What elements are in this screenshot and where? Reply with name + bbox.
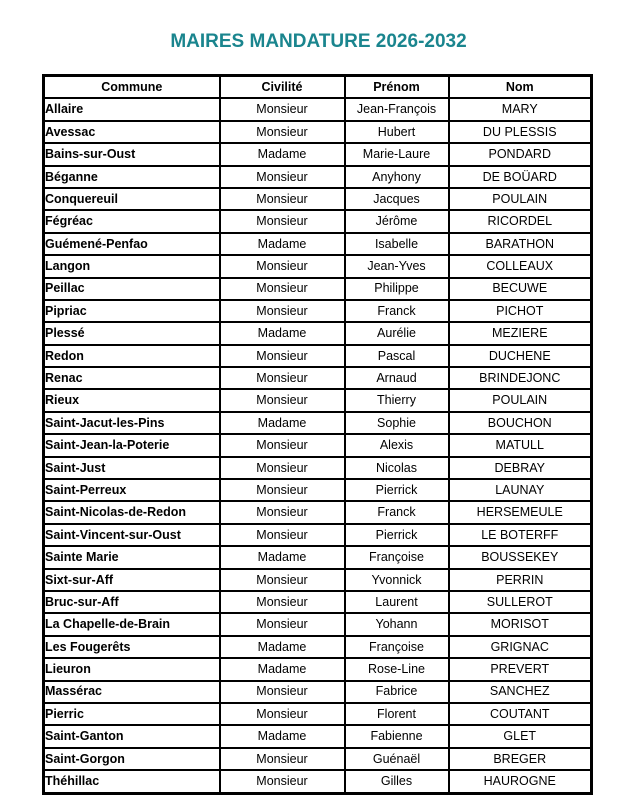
table-row: [44, 166, 592, 188]
nom-cell: DUCHENE: [449, 345, 592, 367]
commune-cell: Saint-Vincent-sur-Oust: [44, 524, 220, 546]
commune-cell: Sainte Marie: [44, 546, 220, 568]
civilite-cell: Monsieur: [220, 524, 345, 546]
table-row: [44, 546, 592, 568]
nom-cell: PERRIN: [449, 569, 592, 591]
civilite-cell: Monsieur: [220, 166, 345, 188]
table-row: [44, 524, 592, 546]
prenom-cell: Laurent: [345, 591, 449, 613]
table-row: [44, 300, 592, 322]
prenom-cell: Jacques: [345, 188, 449, 210]
civilite-cell: Madame: [220, 412, 345, 434]
civilite-cell: Monsieur: [220, 591, 345, 613]
header-nom: Nom: [449, 76, 592, 99]
table-row: [44, 188, 592, 210]
nom-cell: HERSEMEULE: [449, 501, 592, 523]
nom-cell: BECUWE: [449, 278, 592, 300]
civilite-cell: Madame: [220, 322, 345, 344]
nom-cell: BOUSSEKEY: [449, 546, 592, 568]
civilite-cell: Monsieur: [220, 345, 345, 367]
commune-cell: Peillac: [44, 278, 220, 300]
table-body: [44, 98, 592, 793]
table-row: [44, 367, 592, 389]
prenom-cell: Hubert: [345, 121, 449, 143]
civilite-cell: Monsieur: [220, 300, 345, 322]
commune-cell: Théhillac: [44, 770, 220, 793]
civilite-cell: Monsieur: [220, 479, 345, 501]
commune-cell: Redon: [44, 345, 220, 367]
table-row: [44, 412, 592, 434]
table-row: [44, 345, 592, 367]
prenom-cell: Rose-Line: [345, 658, 449, 680]
nom-cell: BREGER: [449, 748, 592, 770]
prenom-cell: Marie-Laure: [345, 143, 449, 165]
nom-cell: GLET: [449, 725, 592, 747]
prenom-cell: Gilles: [345, 770, 449, 793]
civilite-cell: Monsieur: [220, 188, 345, 210]
commune-cell: Béganne: [44, 166, 220, 188]
commune-cell: Guémené-Penfao: [44, 233, 220, 255]
nom-cell: BOUCHON: [449, 412, 592, 434]
commune-cell: Saint-Nicolas-de-Redon: [44, 501, 220, 523]
commune-cell: Saint-Gorgon: [44, 748, 220, 770]
table-row: [44, 501, 592, 523]
nom-cell: COLLEAUX: [449, 255, 592, 277]
nom-cell: BARATHON: [449, 233, 592, 255]
header-commune: Commune: [44, 76, 220, 99]
commune-cell: Pierric: [44, 703, 220, 725]
civilite-cell: Monsieur: [220, 121, 345, 143]
civilite-cell: Madame: [220, 143, 345, 165]
table-row: [44, 434, 592, 456]
prenom-cell: Florent: [345, 703, 449, 725]
commune-cell: Bruc-sur-Aff: [44, 591, 220, 613]
nom-cell: MATULL: [449, 434, 592, 456]
nom-cell: SULLEROT: [449, 591, 592, 613]
table-row: [44, 322, 592, 344]
commune-cell: Plessé: [44, 322, 220, 344]
table-row: [44, 389, 592, 411]
prenom-cell: Yvonnick: [345, 569, 449, 591]
prenom-cell: Franck: [345, 501, 449, 523]
nom-cell: SANCHEZ: [449, 681, 592, 703]
prenom-cell: Philippe: [345, 278, 449, 300]
page-title: MAIRES MANDATURE 2026-2032: [170, 31, 467, 52]
prenom-cell: Jérôme: [345, 210, 449, 232]
commune-cell: Les Fougerêts: [44, 636, 220, 658]
prenom-cell: Arnaud: [345, 367, 449, 389]
table-row: [44, 479, 592, 501]
nom-cell: PONDARD: [449, 143, 592, 165]
nom-cell: BRINDEJONC: [449, 367, 592, 389]
nom-cell: MEZIERE: [449, 322, 592, 344]
commune-cell: Fégréac: [44, 210, 220, 232]
prenom-cell: Yohann: [345, 613, 449, 635]
nom-cell: PREVERT: [449, 658, 592, 680]
nom-cell: DEBRAY: [449, 457, 592, 479]
nom-cell: DU PLESSIS: [449, 121, 592, 143]
prenom-cell: Aurélie: [345, 322, 449, 344]
table-row: [44, 681, 592, 703]
nom-cell: POULAIN: [449, 389, 592, 411]
table-row: [44, 569, 592, 591]
prenom-cell: Françoise: [345, 636, 449, 658]
header-row: [44, 76, 592, 99]
commune-cell: Massérac: [44, 681, 220, 703]
commune-cell: Langon: [44, 255, 220, 277]
nom-cell: POULAIN: [449, 188, 592, 210]
nom-cell: GRIGNAC: [449, 636, 592, 658]
table-row: [44, 233, 592, 255]
prenom-cell: Thierry: [345, 389, 449, 411]
nom-cell: HAUROGNE: [449, 770, 592, 793]
commune-cell: Saint-Jean-la-Poterie: [44, 434, 220, 456]
civilite-cell: Madame: [220, 725, 345, 747]
commune-cell: Pipriac: [44, 300, 220, 322]
prenom-cell: Alexis: [345, 434, 449, 456]
civilite-cell: Monsieur: [220, 457, 345, 479]
commune-cell: Allaire: [44, 98, 220, 120]
commune-cell: Saint-Just: [44, 457, 220, 479]
civilite-cell: Madame: [220, 546, 345, 568]
commune-cell: Renac: [44, 367, 220, 389]
table-row: [44, 770, 592, 793]
nom-cell: MORISOT: [449, 613, 592, 635]
prenom-cell: Fabienne: [345, 725, 449, 747]
table-row: [44, 703, 592, 725]
commune-cell: Sixt-sur-Aff: [44, 569, 220, 591]
prenom-cell: Pierrick: [345, 479, 449, 501]
prenom-cell: Françoise: [345, 546, 449, 568]
prenom-cell: Isabelle: [345, 233, 449, 255]
table-row: [44, 143, 592, 165]
civilite-cell: Monsieur: [220, 278, 345, 300]
nom-cell: MARY: [449, 98, 592, 120]
prenom-cell: Jean-Yves: [345, 255, 449, 277]
prenom-cell: Guénaël: [345, 748, 449, 770]
table-row: [44, 278, 592, 300]
table-row: [44, 210, 592, 232]
header-prenom: Prénom: [345, 76, 449, 99]
prenom-cell: Pierrick: [345, 524, 449, 546]
table-row: [44, 725, 592, 747]
civilite-cell: Monsieur: [220, 569, 345, 591]
maires-table: [42, 74, 593, 795]
commune-cell: Avessac: [44, 121, 220, 143]
nom-cell: COUTANT: [449, 703, 592, 725]
civilite-cell: Madame: [220, 658, 345, 680]
civilite-cell: Monsieur: [220, 501, 345, 523]
table-row: [44, 255, 592, 277]
table-row: [44, 748, 592, 770]
nom-cell: PICHOT: [449, 300, 592, 322]
prenom-cell: Anyhony: [345, 166, 449, 188]
civilite-cell: Monsieur: [220, 434, 345, 456]
table-row: [44, 636, 592, 658]
nom-cell: LE BOTERFF: [449, 524, 592, 546]
commune-cell: Saint-Ganton: [44, 725, 220, 747]
prenom-cell: Pascal: [345, 345, 449, 367]
commune-cell: Lieuron: [44, 658, 220, 680]
nom-cell: DE BOÜARD: [449, 166, 592, 188]
commune-cell: Saint-Jacut-les-Pins: [44, 412, 220, 434]
nom-cell: LAUNAY: [449, 479, 592, 501]
commune-cell: Rieux: [44, 389, 220, 411]
prenom-cell: Nicolas: [345, 457, 449, 479]
commune-cell: La Chapelle-de-Brain: [44, 613, 220, 635]
civilite-cell: Madame: [220, 636, 345, 658]
prenom-cell: Fabrice: [345, 681, 449, 703]
civilite-cell: Monsieur: [220, 367, 345, 389]
table-row: [44, 613, 592, 635]
table-row: [44, 658, 592, 680]
civilite-cell: Monsieur: [220, 681, 345, 703]
prenom-cell: Jean-François: [345, 98, 449, 120]
civilite-cell: Monsieur: [220, 389, 345, 411]
prenom-cell: Franck: [345, 300, 449, 322]
header-civilite: Civilité: [220, 76, 345, 99]
civilite-cell: Monsieur: [220, 210, 345, 232]
table-row: [44, 98, 592, 120]
nom-cell: RICORDEL: [449, 210, 592, 232]
civilite-cell: Monsieur: [220, 703, 345, 725]
table-header: [44, 76, 592, 99]
prenom-cell: Sophie: [345, 412, 449, 434]
commune-cell: Saint-Perreux: [44, 479, 220, 501]
civilite-cell: Monsieur: [220, 613, 345, 635]
table-row: [44, 121, 592, 143]
commune-cell: Conquereuil: [44, 188, 220, 210]
table-row: [44, 457, 592, 479]
civilite-cell: Monsieur: [220, 98, 345, 120]
commune-cell: Bains-sur-Oust: [44, 143, 220, 165]
civilite-cell: Madame: [220, 233, 345, 255]
civilite-cell: Monsieur: [220, 748, 345, 770]
civilite-cell: Monsieur: [220, 255, 345, 277]
table-row: [44, 591, 592, 613]
civilite-cell: Monsieur: [220, 770, 345, 793]
